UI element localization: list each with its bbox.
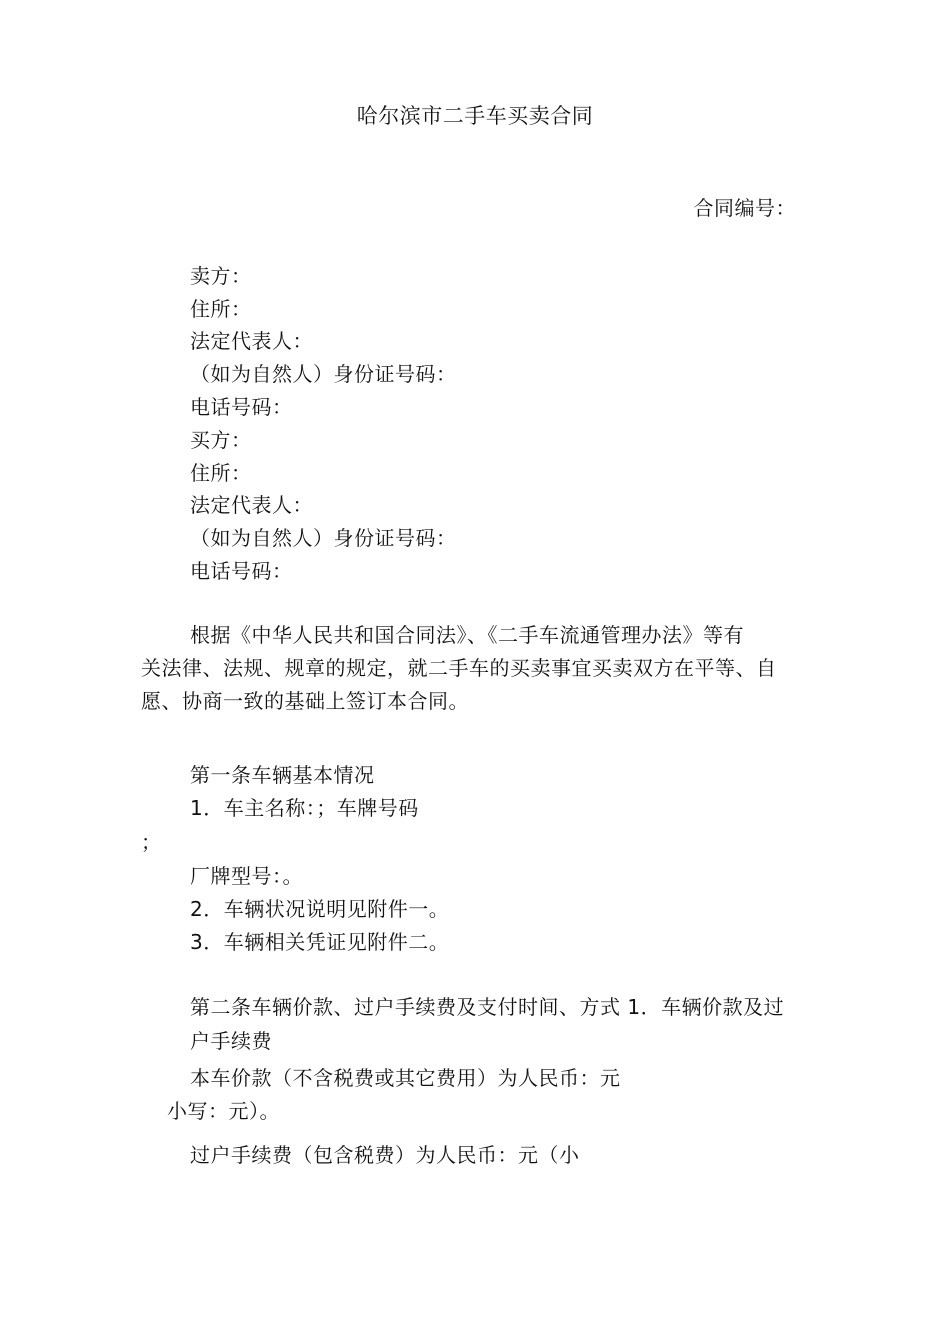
seller-address: 住所：: [190, 297, 252, 321]
article2-heading-line-1: 第二条车辆价款、过户手续费及支付时间、方式 1．车辆价款及过: [190, 995, 785, 1019]
seller-label: 卖方：: [190, 264, 252, 288]
buyer-label: 买方：: [190, 428, 252, 452]
article1-brand-model: 厂牌型号：。: [190, 864, 303, 888]
seller-legal-rep: 法定代表人：: [190, 329, 313, 353]
preamble-line-2: 关法律、法规、规章的规定，就二手车的买卖事宜买卖双方在平等、自: [141, 656, 777, 680]
contract-number-label: 合同编号：: [693, 196, 796, 220]
document-title: 哈尔滨市二手车买卖合同: [356, 104, 594, 128]
article2-heading-line-2: 户手续费: [190, 1029, 272, 1053]
buyer-legal-rep: 法定代表人：: [190, 493, 313, 517]
preamble-line-1: 根据《中华人民共和国合同法》、《二手车流通管理办法》等有: [190, 623, 744, 647]
preamble-line-3: 愿、协商一致的基础上签订本合同。: [141, 689, 469, 713]
article1-heading: 第一条车辆基本情况: [190, 763, 375, 787]
article1-item1: 1．车主名称：；车牌号码: [190, 796, 419, 820]
article2-price-line-1: 本车价款（不含税费或其它费用）为人民币：元: [190, 1066, 621, 1090]
seller-phone: 电话号码：: [190, 395, 293, 419]
buyer-phone: 电话号码：: [190, 559, 293, 583]
article2-price-line-2: 小写：元）。: [167, 1099, 280, 1123]
article1-item2: 2．车辆状况说明见附件一。: [190, 897, 450, 921]
buyer-address: 住所：: [190, 461, 252, 485]
article1-item3: 3．车辆相关凭证见附件二。: [190, 930, 450, 954]
article1-item1-continued: ；: [141, 830, 162, 854]
article2-fee-line-1: 过户手续费（包含税费）为人民币：元（小: [190, 1143, 580, 1167]
buyer-id-number: （如为自然人）身份证号码：: [190, 526, 457, 550]
seller-id-number: （如为自然人）身份证号码：: [190, 362, 457, 386]
